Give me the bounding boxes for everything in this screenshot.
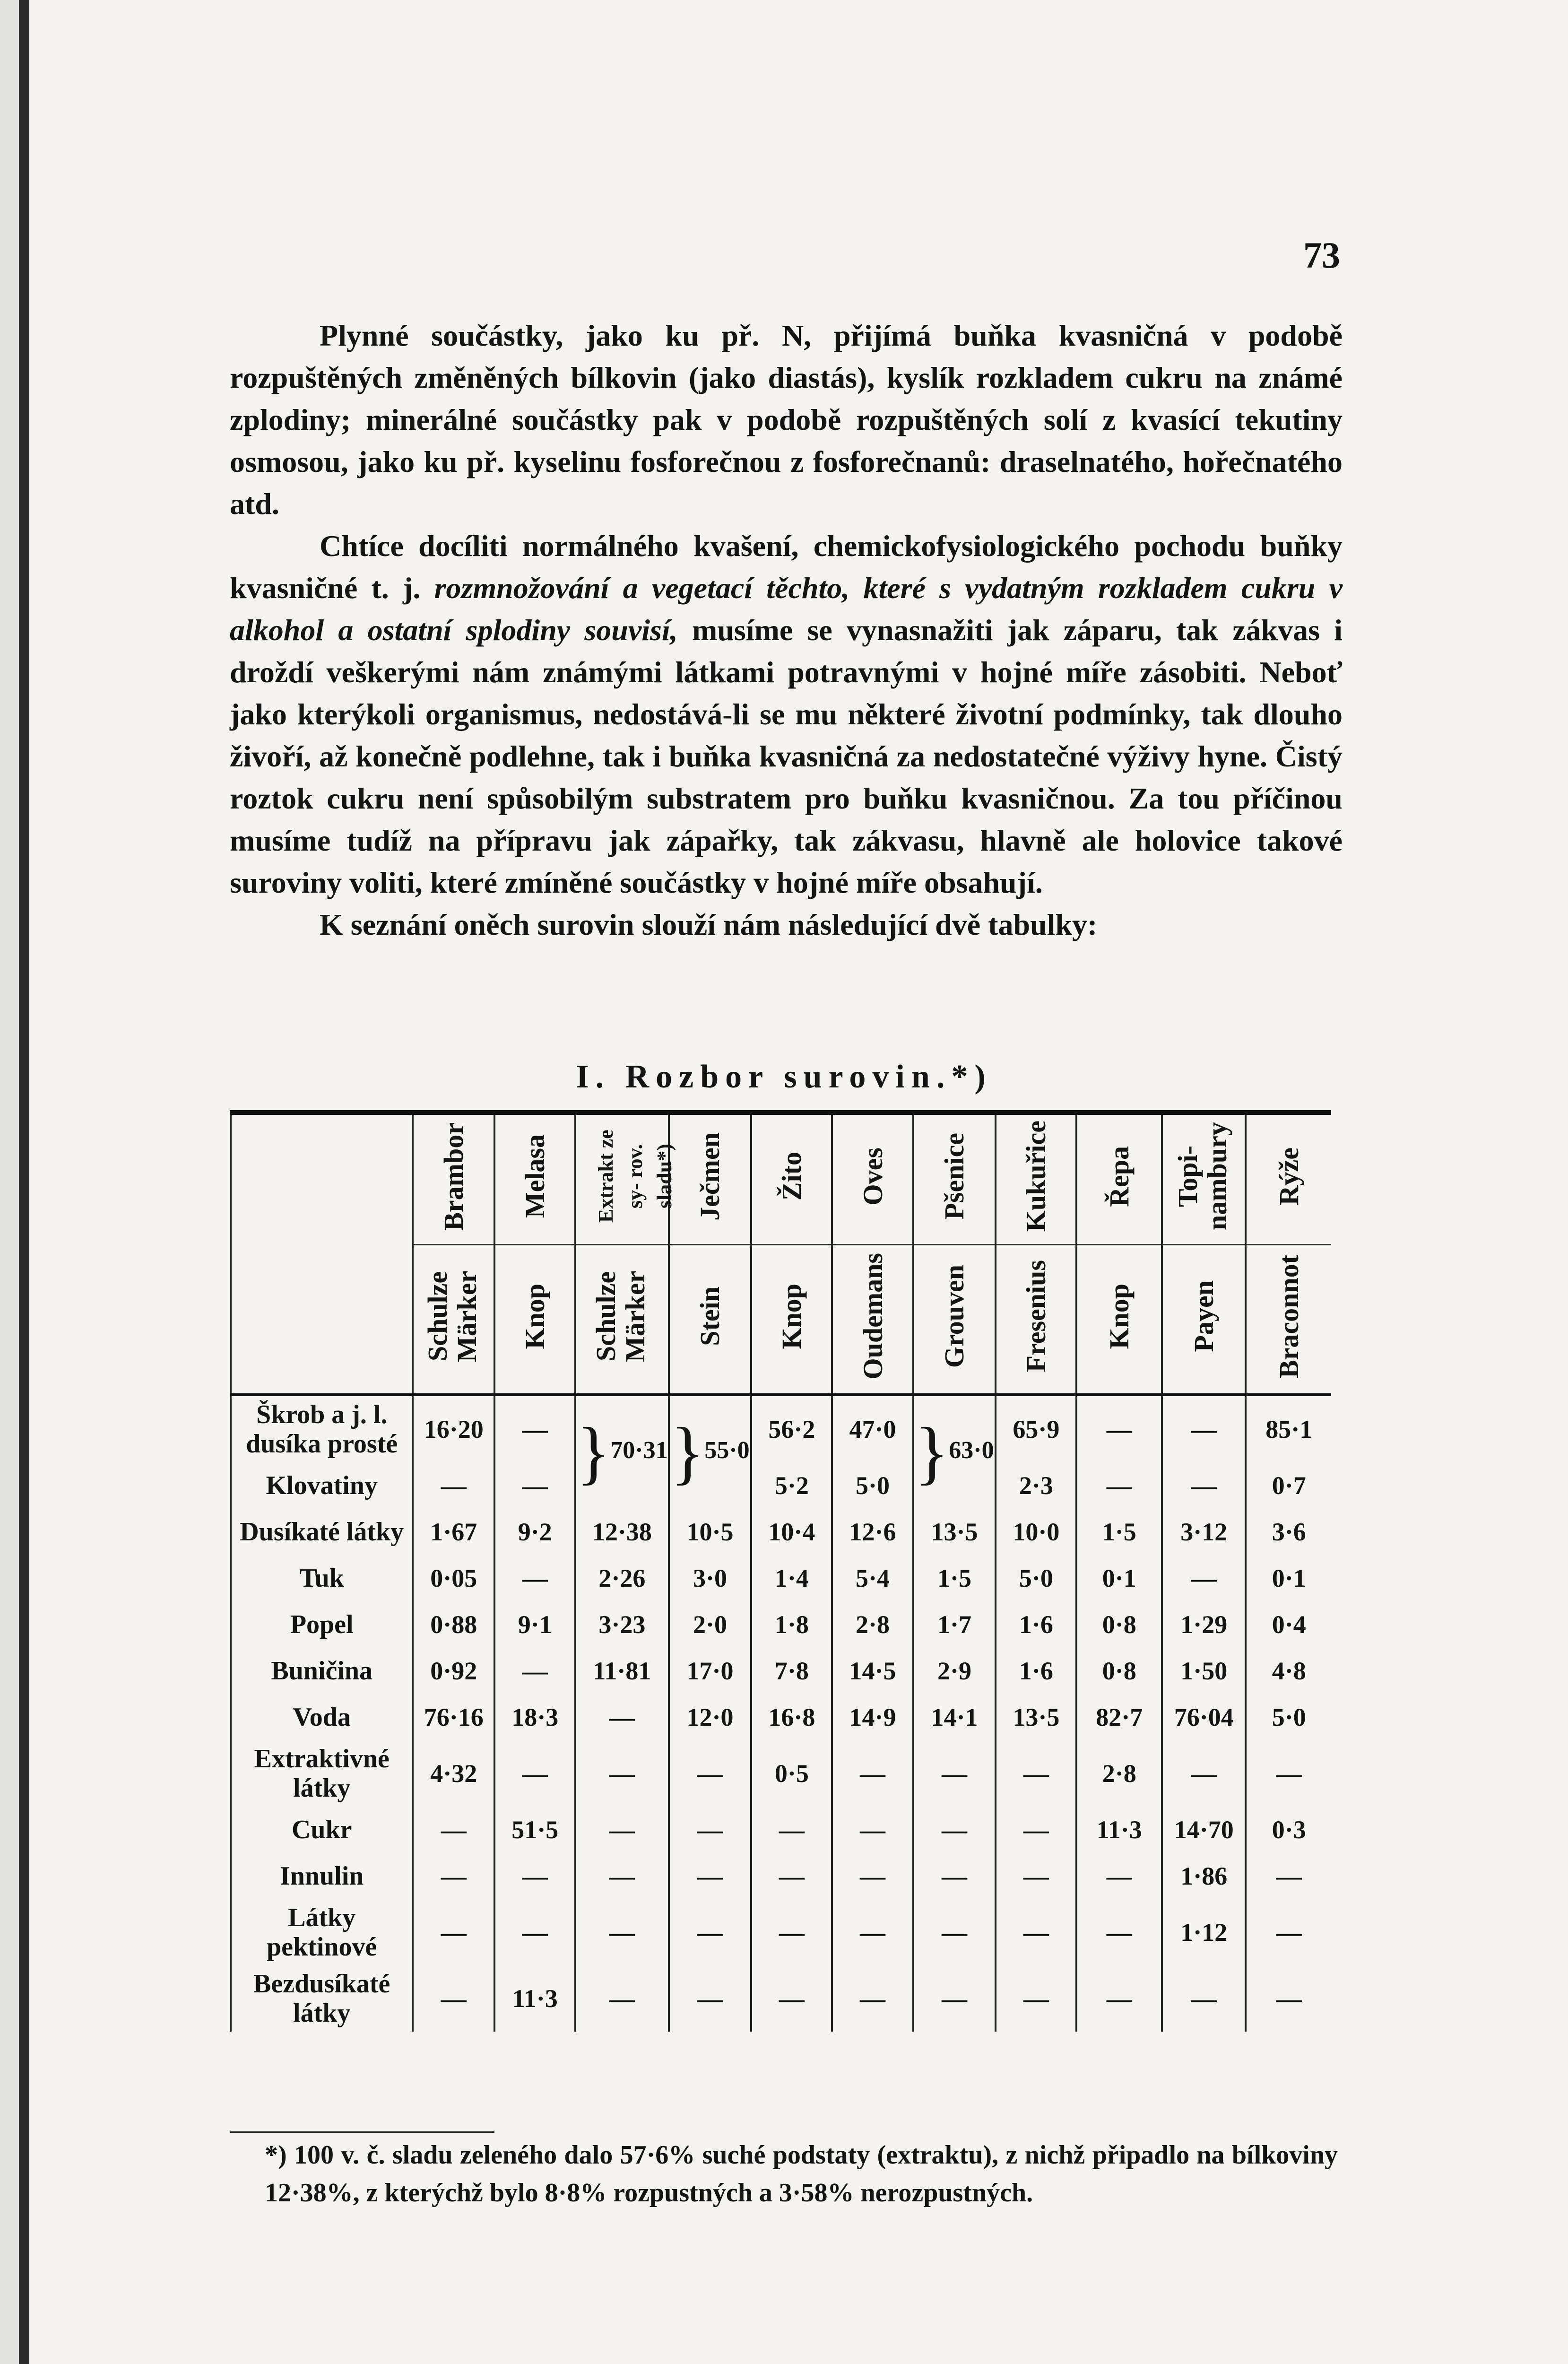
table-cell: 0·1 bbox=[1246, 1555, 1331, 1601]
author-header: Knop bbox=[1076, 1245, 1162, 1395]
analysis-table bbox=[230, 1110, 1331, 2032]
table-cell: 7·8 bbox=[751, 1648, 832, 1694]
table-cell: 12·6 bbox=[832, 1509, 913, 1555]
author-header: Grouven bbox=[913, 1245, 996, 1395]
table-cell: 0·8 bbox=[1076, 1648, 1162, 1694]
table-cell: — bbox=[575, 1807, 668, 1853]
table-cell: — bbox=[494, 1853, 575, 1899]
table-cell: 2·8 bbox=[832, 1601, 913, 1648]
body-text bbox=[230, 314, 1343, 946]
table-cell: 82·7 bbox=[1076, 1694, 1162, 1740]
footnote-rule bbox=[230, 2131, 494, 2133]
table-cell: 14·1 bbox=[913, 1694, 996, 1740]
author-header: Braconnot bbox=[1246, 1245, 1331, 1395]
material-header: Rýže bbox=[1246, 1112, 1331, 1245]
paragraph-2-end: musíme se vynasnažiti jak záparu, tak zákvas i droždí veškerými nám známými látkami potravnými v hojné míře zásobiti. Neboť jako kterýkoli organismus, nedostává-li se mu některé životní podmínky, tak dlouho živoří, až konečně podlehne, tak i buňka kvasničná za nedostatečné výživy hyne. Čistý roztok cukru není spůsobilým substratem pro buňku kvasničnou. Za tou příčinou musíme tudíž na přípravu jak zápařky, tak zákvasu, hlavně ale holovice takové suroviny voliti, které zmíněné součástky v hojné míře obsahují. bbox=[230, 613, 1343, 899]
table-cell: 5·4 bbox=[832, 1555, 913, 1601]
table-cell: 4·8 bbox=[1246, 1648, 1331, 1694]
table-cell: — bbox=[669, 1965, 752, 2032]
table-cell: 1·5 bbox=[1076, 1509, 1162, 1555]
table-cell: — bbox=[669, 1807, 752, 1853]
material-header: Žito bbox=[751, 1112, 832, 1245]
table-cell: — bbox=[832, 1853, 913, 1899]
table-cell: — bbox=[751, 1965, 832, 2032]
table-cell: 14·70 bbox=[1162, 1807, 1246, 1853]
table-cell: 76·04 bbox=[1162, 1694, 1246, 1740]
table-cell: 12·0 bbox=[669, 1694, 752, 1740]
author-header: Fresenius bbox=[996, 1245, 1076, 1395]
table-cell: 56·2 bbox=[751, 1395, 832, 1462]
table-cell: 3·23 bbox=[575, 1601, 668, 1648]
author-header: Knop bbox=[494, 1245, 575, 1395]
table-cell: 2·3 bbox=[996, 1462, 1076, 1509]
brace-mark: } bbox=[670, 1413, 705, 1492]
material-header: Topi- nambury bbox=[1162, 1112, 1246, 1245]
table-cell: — bbox=[832, 1899, 913, 1965]
author-header: Oudemans bbox=[832, 1245, 913, 1395]
table-cell: 1·86 bbox=[1162, 1853, 1246, 1899]
table-cell-merged: }70·31 bbox=[575, 1395, 668, 1509]
row-label: Tuk bbox=[231, 1555, 413, 1601]
table-cell: 0·1 bbox=[1076, 1555, 1162, 1601]
table-cell: 1·67 bbox=[413, 1509, 494, 1555]
binding-edge bbox=[19, 0, 29, 2364]
paragraph-2 bbox=[230, 525, 1343, 904]
table-cell: 10·0 bbox=[996, 1509, 1076, 1555]
table-cell: 1·29 bbox=[1162, 1601, 1246, 1648]
scan-margin bbox=[0, 0, 19, 2364]
table-cell: 11·3 bbox=[494, 1965, 575, 2032]
table-cell: 9·1 bbox=[494, 1601, 575, 1648]
table-row bbox=[231, 1740, 1331, 1807]
table-cell: — bbox=[1162, 1555, 1246, 1601]
table-cell: — bbox=[751, 1853, 832, 1899]
table-cell: 14·5 bbox=[832, 1648, 913, 1694]
table-cell: — bbox=[996, 1740, 1076, 1807]
row-label: Popel bbox=[231, 1601, 413, 1648]
table-cell: — bbox=[913, 1807, 996, 1853]
table-cell: 2·0 bbox=[669, 1601, 752, 1648]
table-cell: — bbox=[913, 1740, 996, 1807]
table-cell: — bbox=[413, 1462, 494, 1509]
table-cell: 1·8 bbox=[751, 1601, 832, 1648]
table-cell: — bbox=[751, 1899, 832, 1965]
material-header: Oves bbox=[832, 1112, 913, 1245]
table-cell: 14·9 bbox=[832, 1694, 913, 1740]
material-header: Melasa bbox=[494, 1112, 575, 1245]
table-cell: 3·6 bbox=[1246, 1509, 1331, 1555]
table-cell: — bbox=[494, 1740, 575, 1807]
table-cell: — bbox=[413, 1807, 494, 1853]
table-cell: — bbox=[575, 1899, 668, 1965]
table-cell: — bbox=[913, 1853, 996, 1899]
table-cell: — bbox=[832, 1965, 913, 2032]
table-cell: 0·4 bbox=[1246, 1601, 1331, 1648]
table-cell: — bbox=[494, 1899, 575, 1965]
material-header: Brambor bbox=[413, 1112, 494, 1245]
table-cell: — bbox=[494, 1462, 575, 1509]
table-cell: — bbox=[575, 1740, 668, 1807]
author-header: Schulze Märker bbox=[575, 1245, 668, 1395]
material-row bbox=[231, 1112, 1331, 1245]
row-label: Látky pektinové bbox=[231, 1899, 413, 1965]
table-cell: — bbox=[1246, 1740, 1331, 1807]
table-row bbox=[231, 1509, 1331, 1555]
row-label: Škrob a j. l. dusíka prosté bbox=[231, 1395, 413, 1462]
table-cell: 5·0 bbox=[996, 1555, 1076, 1601]
table-cell: 1·6 bbox=[996, 1648, 1076, 1694]
table-cell: — bbox=[996, 1807, 1076, 1853]
table-cell: 12·38 bbox=[575, 1509, 668, 1555]
row-label: Innulin bbox=[231, 1853, 413, 1899]
table-cell: — bbox=[1076, 1853, 1162, 1899]
table-cell: — bbox=[1076, 1965, 1162, 2032]
table-cell: — bbox=[913, 1899, 996, 1965]
table-cell: — bbox=[1162, 1462, 1246, 1509]
table-cell: 2·26 bbox=[575, 1555, 668, 1601]
table-row bbox=[231, 1965, 1331, 2032]
row-label: Bezdusíkaté látky bbox=[231, 1965, 413, 2032]
table-cell: 0·5 bbox=[751, 1740, 832, 1807]
author-header: Schulze Märker bbox=[413, 1245, 494, 1395]
table-cell: 2·9 bbox=[913, 1648, 996, 1694]
page-number: 73 bbox=[1303, 235, 1340, 276]
table-row bbox=[231, 1899, 1331, 1965]
table-cell: — bbox=[1246, 1899, 1331, 1965]
table-cell: 47·0 bbox=[832, 1395, 913, 1462]
table-cell: — bbox=[996, 1899, 1076, 1965]
table-cell: 1·5 bbox=[913, 1555, 996, 1601]
table-cell: 13·5 bbox=[913, 1509, 996, 1555]
row-label: Dusíkaté látky bbox=[231, 1509, 413, 1555]
row-label: Cukr bbox=[231, 1807, 413, 1853]
table-cell: — bbox=[669, 1740, 752, 1807]
table-cell: 3·12 bbox=[1162, 1509, 1246, 1555]
table-cell: — bbox=[1076, 1462, 1162, 1509]
row-label: Klovatiny bbox=[231, 1462, 413, 1509]
table-cell: — bbox=[1076, 1395, 1162, 1462]
table-cell: 1·50 bbox=[1162, 1648, 1246, 1694]
table-cell: 11·3 bbox=[1076, 1807, 1162, 1853]
paragraph-2-italic: rozmnožování a vegetací těchto, které s vydatným rozkladem cukru v alkohol a ostatní splodiny souvisí, bbox=[230, 571, 1343, 647]
material-header: Ječmen bbox=[669, 1112, 752, 1245]
table-cell: 5·0 bbox=[1246, 1694, 1331, 1740]
table-cell: 1·4 bbox=[751, 1555, 832, 1601]
table-cell: 4·32 bbox=[413, 1740, 494, 1807]
material-header: Extrakt ze sy- rov. sladu*) bbox=[575, 1112, 668, 1245]
table-cell: — bbox=[832, 1807, 913, 1853]
table-cell: 16·20 bbox=[413, 1395, 494, 1462]
table-row bbox=[231, 1395, 1331, 1462]
table-cell: 10·5 bbox=[669, 1509, 752, 1555]
row-label: Buničina bbox=[231, 1648, 413, 1694]
table-cell: 0·05 bbox=[413, 1555, 494, 1601]
table-cell: — bbox=[669, 1853, 752, 1899]
table-cell: 1·12 bbox=[1162, 1899, 1246, 1965]
table-cell: 9·2 bbox=[494, 1509, 575, 1555]
table-cell: 1·6 bbox=[996, 1601, 1076, 1648]
table-cell: 11·81 bbox=[575, 1648, 668, 1694]
table-cell: 0·88 bbox=[413, 1601, 494, 1648]
paragraph-2-start: Chtíce docíliti normálného kvašení, chemickofysiologického pochodu buňky kvasničné t. j. bbox=[230, 529, 1343, 605]
table-cell: — bbox=[413, 1899, 494, 1965]
row-label: Extraktivné látky bbox=[231, 1740, 413, 1807]
table-cell: — bbox=[1162, 1965, 1246, 2032]
author-header: Payen bbox=[1162, 1245, 1246, 1395]
table-cell: — bbox=[996, 1853, 1076, 1899]
table-cell: — bbox=[1246, 1853, 1331, 1899]
table-cell: — bbox=[669, 1899, 752, 1965]
table-cell: 51·5 bbox=[494, 1807, 575, 1853]
table-cell: — bbox=[575, 1853, 668, 1899]
table-cell: 0·92 bbox=[413, 1648, 494, 1694]
table-title: I. Rozbor surovin.*) bbox=[576, 1059, 992, 1095]
table-cell: 0·8 bbox=[1076, 1601, 1162, 1648]
paragraph-1: Plynné součástky, jako ku př. N, přijímá buňka kvasničná v podobě rozpuštěných změněných bílkovin (jako diastás), kyslík rozkladem cukru na známé zplodiny; minerálné součástky pak v podobě rozpuštěných solí z kvasící tekutiny osmosou, jako ku př. kyselinu fosforečnou z fosforečnanů: draselnatého, hořečnatého atd. bbox=[230, 319, 1343, 521]
table-row bbox=[231, 1555, 1331, 1601]
table-cell: — bbox=[832, 1740, 913, 1807]
material-header: Pšenice bbox=[913, 1112, 996, 1245]
brace-mark: } bbox=[915, 1413, 949, 1492]
table-cell: 2·8 bbox=[1076, 1740, 1162, 1807]
table-corner bbox=[231, 1112, 413, 1395]
table-cell: 85·1 bbox=[1246, 1395, 1331, 1462]
table-row bbox=[231, 1601, 1331, 1648]
table-row bbox=[231, 1648, 1331, 1694]
brace-mark: } bbox=[576, 1413, 611, 1492]
table-cell: — bbox=[1246, 1965, 1331, 2032]
table-cell: 10·4 bbox=[751, 1509, 832, 1555]
table-cell: — bbox=[413, 1853, 494, 1899]
table-cell: — bbox=[751, 1807, 832, 1853]
table-cell-merged: }55·0 bbox=[669, 1395, 752, 1509]
table-cell: 3·0 bbox=[669, 1555, 752, 1601]
author-header: Stein bbox=[669, 1245, 752, 1395]
row-label: Voda bbox=[231, 1694, 413, 1740]
table-cell: — bbox=[413, 1965, 494, 2032]
table-cell: — bbox=[1162, 1740, 1246, 1807]
table-cell: — bbox=[494, 1555, 575, 1601]
table-cell: — bbox=[1076, 1899, 1162, 1965]
table-cell: — bbox=[575, 1694, 668, 1740]
table-cell: 0·7 bbox=[1246, 1462, 1331, 1509]
table-cell: 5·0 bbox=[832, 1462, 913, 1509]
paragraph-3: K seznání oněch surovin slouží nám následující dvě tabulky: bbox=[320, 908, 1098, 941]
table-cell: 76·16 bbox=[413, 1694, 494, 1740]
material-header: Řepa bbox=[1076, 1112, 1162, 1245]
table-cell: 17·0 bbox=[669, 1648, 752, 1694]
table-row bbox=[231, 1853, 1331, 1899]
table-cell: 5·2 bbox=[751, 1462, 832, 1509]
table-cell: — bbox=[1162, 1395, 1246, 1462]
table-cell: 0·3 bbox=[1246, 1807, 1331, 1853]
table-cell: 13·5 bbox=[996, 1694, 1076, 1740]
author-header: Knop bbox=[751, 1245, 832, 1395]
table-row bbox=[231, 1807, 1331, 1853]
table-cell: 1·7 bbox=[913, 1601, 996, 1648]
table-cell: 16·8 bbox=[751, 1694, 832, 1740]
table-cell-merged: }63·0 bbox=[913, 1395, 996, 1509]
table-cell: — bbox=[494, 1395, 575, 1462]
table-cell: — bbox=[996, 1965, 1076, 2032]
table-cell: — bbox=[575, 1965, 668, 2032]
table-row bbox=[231, 1694, 1331, 1740]
table-cell: — bbox=[494, 1648, 575, 1694]
table-cell: 18·3 bbox=[494, 1694, 575, 1740]
table-cell: 65·9 bbox=[996, 1395, 1076, 1462]
table-cell: — bbox=[913, 1965, 996, 2032]
table-row bbox=[231, 1462, 1331, 1509]
material-header: Kukuřice bbox=[996, 1112, 1076, 1245]
footnote: *) 100 v. č. sladu zeleného dalo 57·6% suché podstaty (extraktu), z nichž připadlo na bílkoviny 12·38%, z kterýchž bylo 8·8% rozpustných a 3·58% nerozpustných. bbox=[265, 2140, 1338, 2208]
